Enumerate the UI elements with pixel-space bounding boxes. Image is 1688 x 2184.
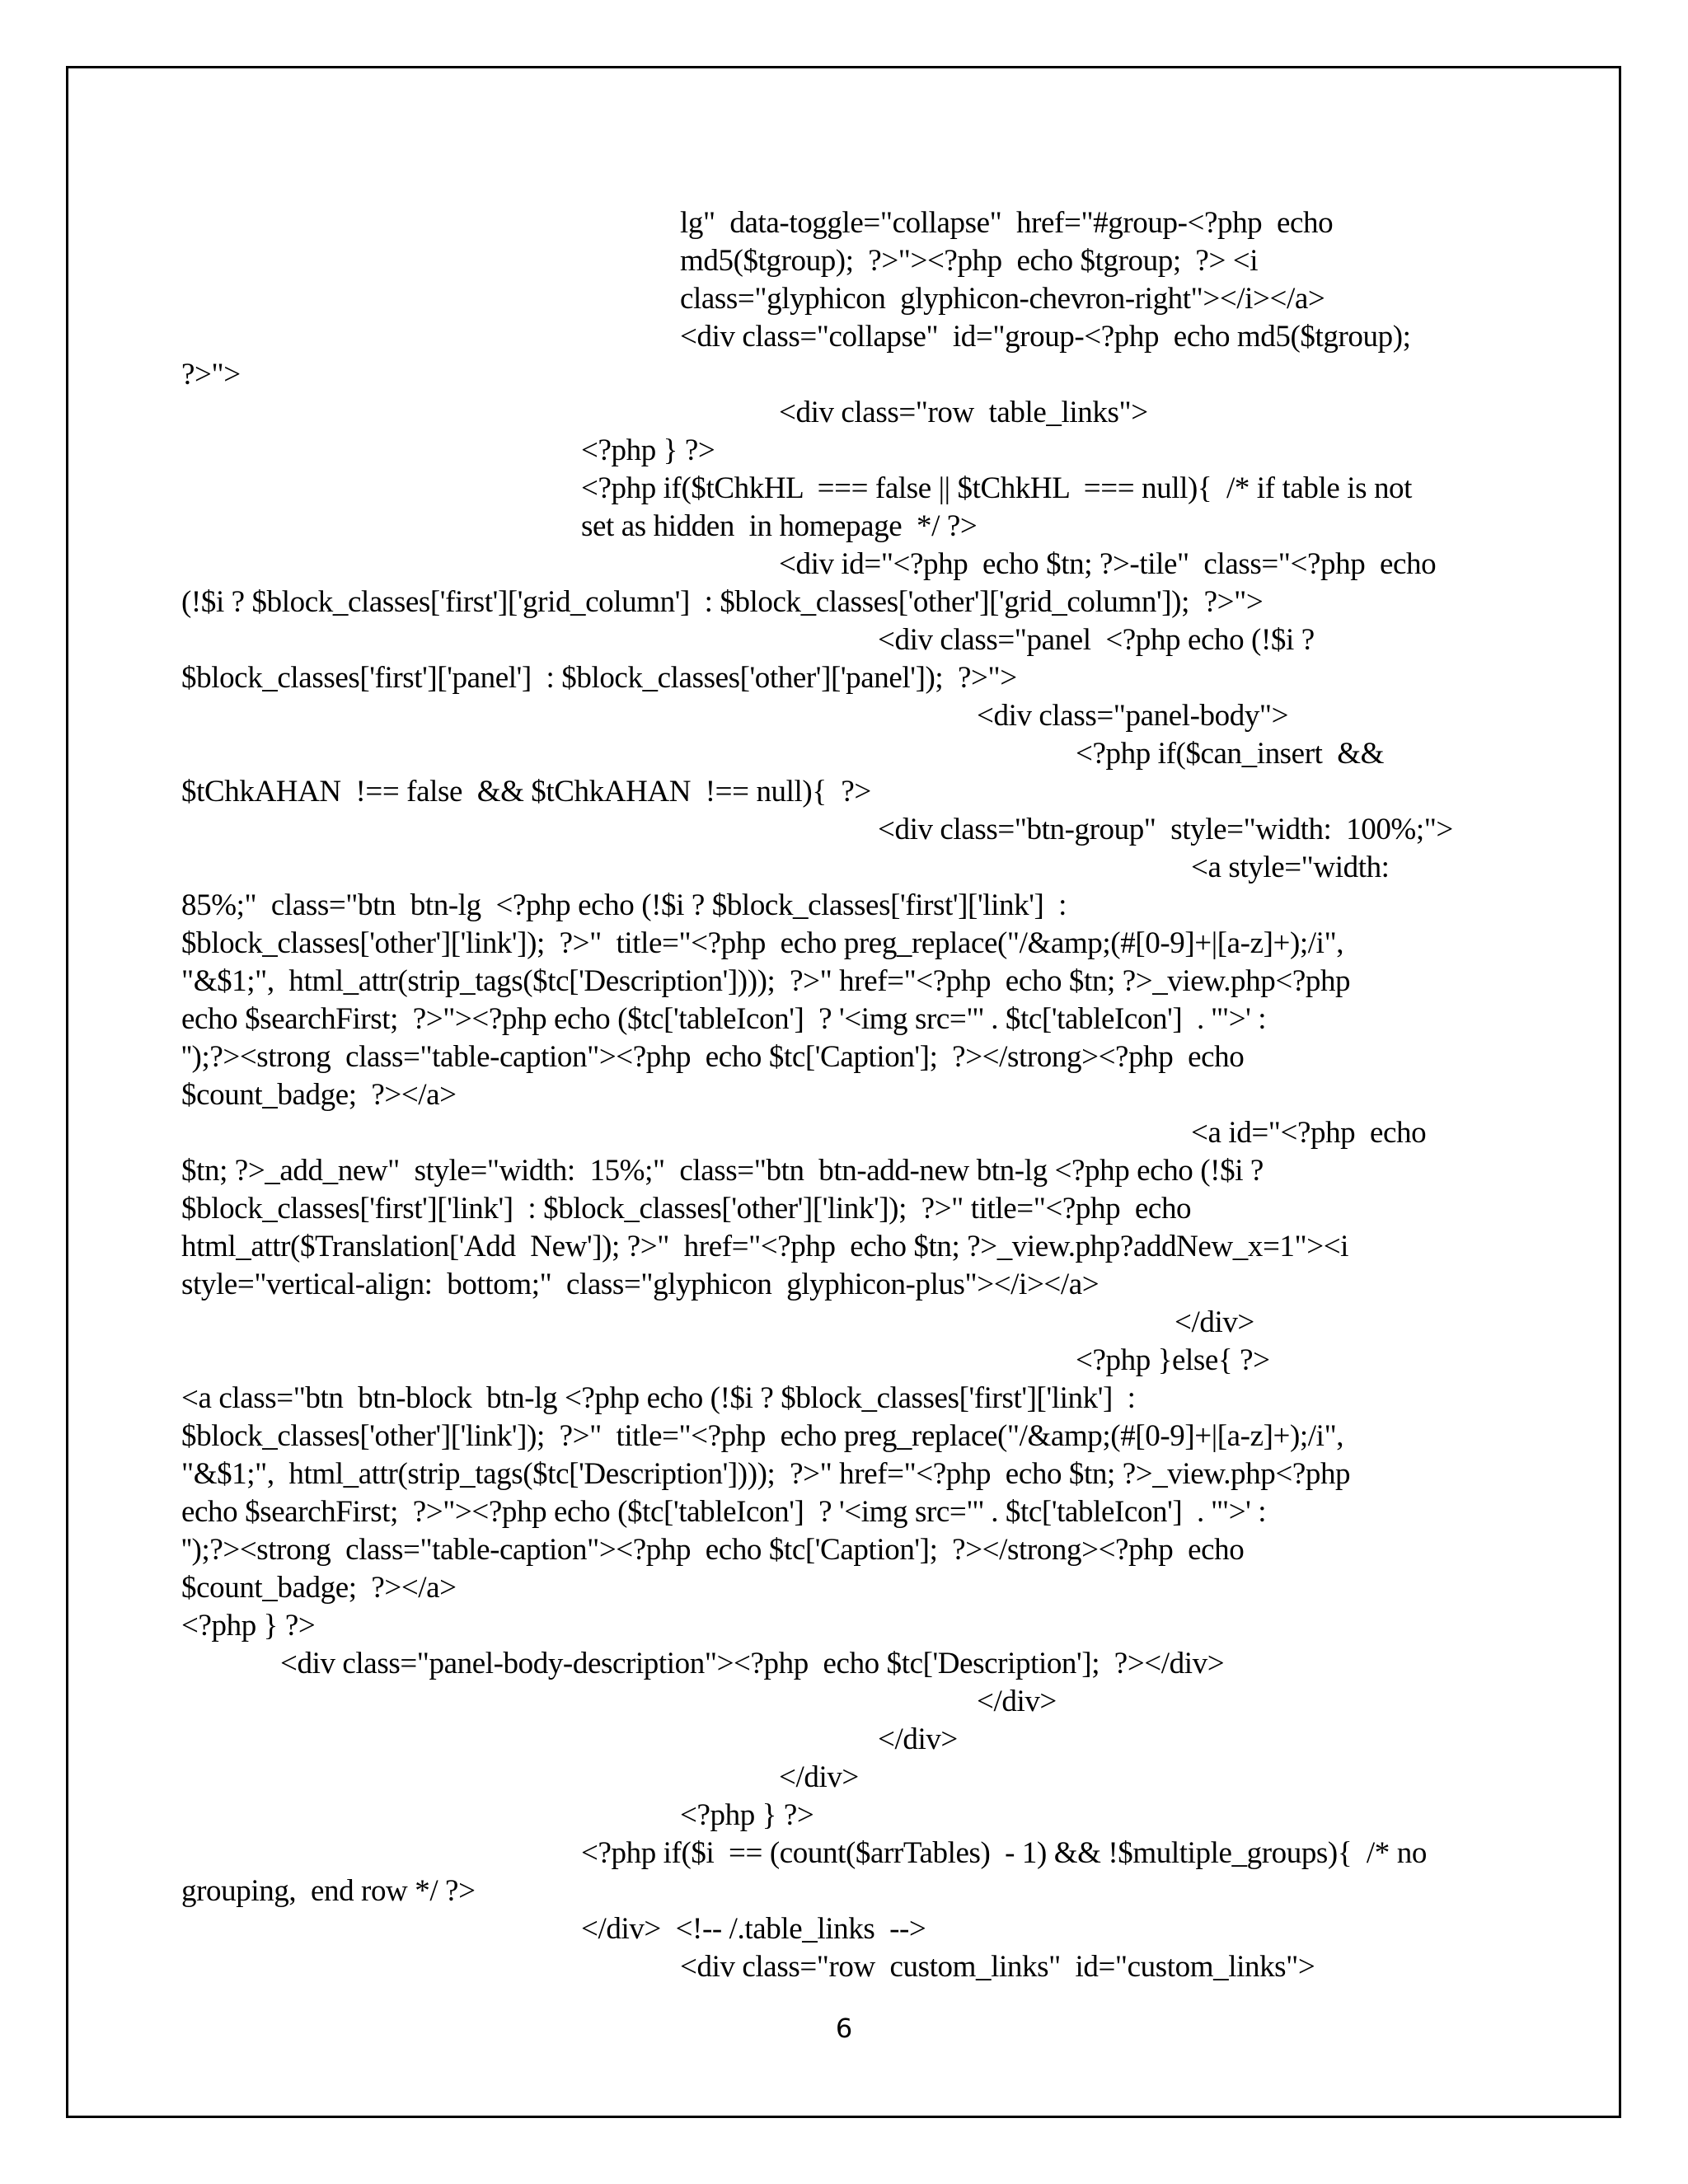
code-line: grouping, end row */ ?> bbox=[181, 1874, 476, 1908]
code-line: <a style="width: bbox=[1191, 851, 1390, 884]
code-line: echo $searchFirst; ?>"><?php echo ($tc['tableIcon'] ? '<img src="' . $tc['tableIcon'] . '">' : bbox=[181, 1495, 1267, 1529]
code-line: <?php if($can_insert && bbox=[1076, 737, 1384, 771]
code-line: <div class="panel <?php echo (!$i ? bbox=[878, 623, 1315, 657]
code-line: </div> <!-- /.table_links --> bbox=[581, 1912, 926, 1946]
code-line: <div class="panel-body"> bbox=[977, 699, 1289, 733]
code-line: ?>"> bbox=[181, 358, 241, 391]
code-line: $count_badge; ?></a> bbox=[181, 1078, 457, 1112]
code-line: md5($tgroup); ?>"><?php echo $tgroup; ?> <i bbox=[680, 244, 1259, 278]
code-line: (!$i ? $block_classes['first']['grid_column'] : $block_classes['other']['grid_column']); ?>"> bbox=[181, 585, 1264, 619]
code-line: lg" data-toggle="collapse" href="#group-<?php echo bbox=[680, 206, 1334, 240]
code-line: $block_classes['first']['panel'] : $block_classes['other']['panel']); ?>"> bbox=[181, 661, 1017, 695]
code-line: $block_classes['other']['link']); ?>" title="<?php echo preg_replace("/&amp;(#[0-9]+|[a-z]+);/i", bbox=[181, 1419, 1344, 1453]
code-line: </div> bbox=[779, 1760, 859, 1794]
code-line: <?php }else{ ?> bbox=[1076, 1343, 1270, 1377]
code-line: <a class="btn btn-block btn-lg <?php echo (!$i ? $block_classes['first']['link'] : bbox=[181, 1381, 1136, 1415]
code-line: style="vertical-align: bottom;" class="glyphicon glyphicon-plus"></i></a> bbox=[181, 1268, 1100, 1301]
code-line: set as hidden in homepage */ ?> bbox=[581, 509, 978, 543]
code-line: $tChkAHAN !== false && $tChkAHAN !== null){ ?> bbox=[181, 775, 871, 808]
code-line: $count_badge; ?></a> bbox=[181, 1571, 457, 1605]
code-line: <div id="<?php echo $tn; ?>-tile" class="<?php echo bbox=[779, 547, 1437, 581]
code-line: <?php } ?> bbox=[181, 1609, 316, 1643]
code-line: <a id="<?php echo bbox=[1191, 1116, 1427, 1150]
code-line: <div class="panel-body-description"><?php echo $tc['Description']; ?></div> bbox=[280, 1647, 1225, 1680]
code-line: class="glyphicon glyphicon-chevron-right"></i></a> bbox=[680, 282, 1325, 316]
code-line: $block_classes['other']['link']); ?>" title="<?php echo preg_replace("/&amp;(#[0-9]+|[a-z]+);/i", bbox=[181, 926, 1344, 960]
code-line: '');?><strong class="table-caption"><?php echo $tc['Caption']; ?></strong><?php echo bbox=[181, 1533, 1245, 1567]
code-line: <?php if($tChkHL === false || $tChkHL === null){ /* if table is not bbox=[581, 471, 1413, 505]
code-line: $tn; ?>_add_new" style="width: 15%;" class="btn btn-add-new btn-lg <?php echo (!$i ? bbox=[181, 1154, 1264, 1188]
code-line: <div class="row table_links"> bbox=[779, 396, 1148, 429]
code-line: html_attr($Translation['Add New']); ?>" href="<?php echo $tn; ?>_view.php?addNew_x=1"><i bbox=[181, 1230, 1349, 1263]
code-line: <div class="row custom_links" id="custom_links"> bbox=[680, 1950, 1315, 1984]
code-line: <div class="btn-group" style="width: 100%;"> bbox=[878, 813, 1453, 846]
code-line: </div> bbox=[1175, 1305, 1254, 1339]
code-listing bbox=[181, 204, 1533, 1986]
code-line: "&$1;", html_attr(strip_tags($tc['Description']))); ?>" href="<?php echo $tn; ?>_view.php<?php bbox=[181, 1457, 1351, 1491]
code-line: "&$1;", html_attr(strip_tags($tc['Description']))); ?>" href="<?php echo $tn; ?>_view.php<?php bbox=[181, 964, 1351, 998]
page-number: 6 bbox=[835, 2013, 853, 2044]
code-line: </div> bbox=[977, 1685, 1057, 1718]
code-line: '');?><strong class="table-caption"><?php echo $tc['Caption']; ?></strong><?php echo bbox=[181, 1040, 1245, 1074]
code-line: <?php } ?> bbox=[581, 434, 715, 467]
code-line: </div> bbox=[878, 1722, 958, 1756]
code-line: echo $searchFirst; ?>"><?php echo ($tc['tableIcon'] ? '<img src="' . $tc['tableIcon'] . '">' : bbox=[181, 1002, 1267, 1036]
code-line: <div class="collapse" id="group-<?php echo md5($tgroup); bbox=[680, 320, 1411, 354]
code-line: 85%;" class="btn btn-lg <?php echo (!$i ? $block_classes['first']['link'] : bbox=[181, 888, 1067, 922]
code-line: <?php if($i == (count($arrTables) - 1) && !$multiple_groups){ /* no bbox=[581, 1836, 1427, 1870]
code-line: $block_classes['first']['link'] : $block_classes['other']['link']); ?>" title="<?php echo bbox=[181, 1192, 1192, 1226]
code-line: <?php } ?> bbox=[680, 1798, 814, 1832]
